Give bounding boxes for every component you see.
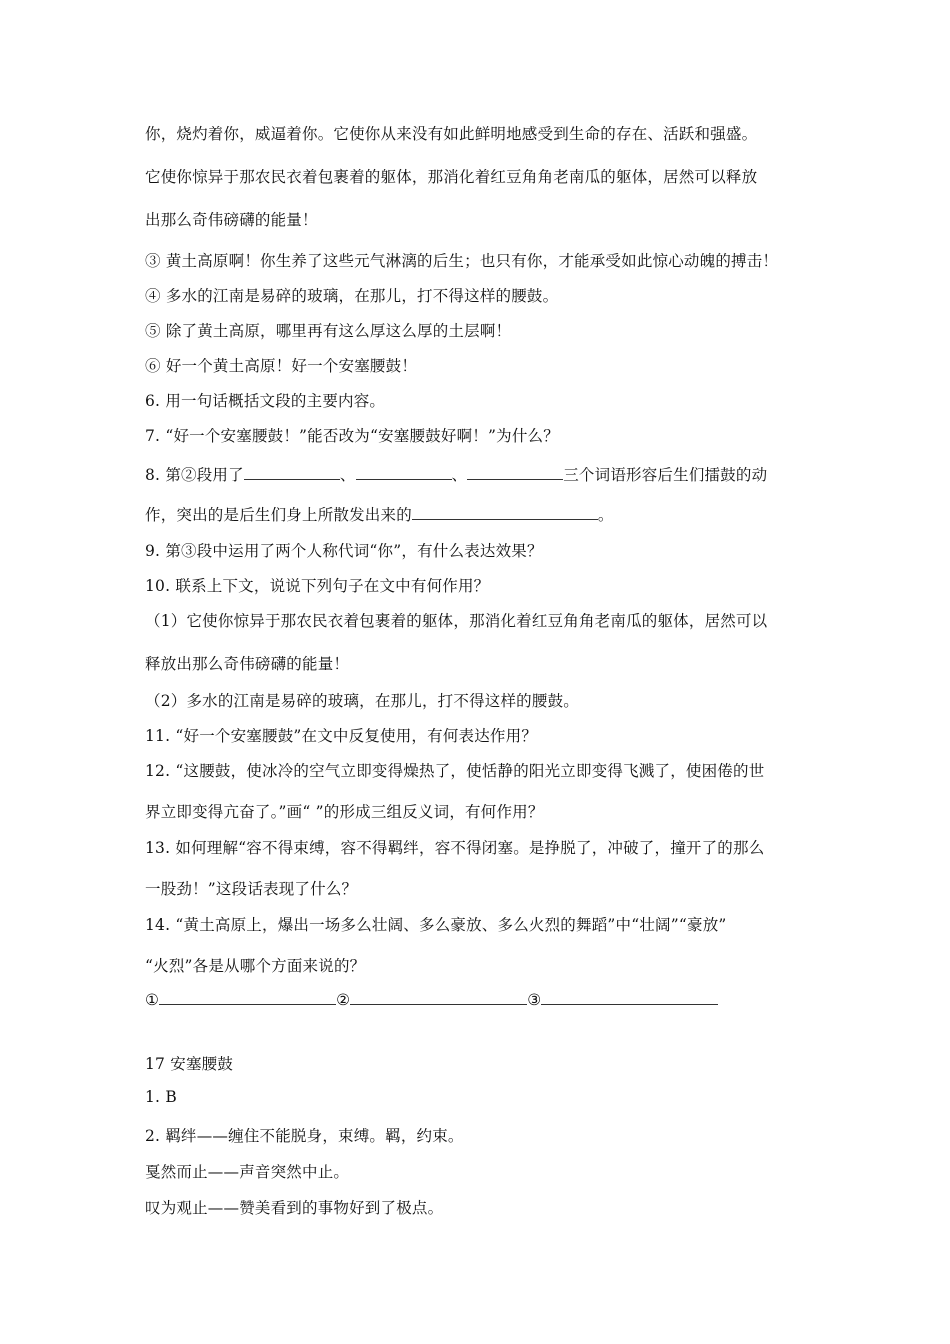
question-8-sep: 、: [339, 466, 356, 484]
question-12-cont: 界立即变得亢奋了。”画“ ”的形成三组反义词，有何作用？: [145, 803, 544, 821]
answer-2-item: 戛然而止——声音突然中止。: [145, 1163, 350, 1181]
answer-1: 1. B: [145, 1088, 177, 1106]
question-8-text: 作，突出的是后生们身上所散发出来的: [145, 506, 412, 524]
answer-section-title: 17 安塞腰鼓: [145, 1055, 234, 1073]
question-10-2: （2）多水的江南是易碎的玻璃，在那儿，打不得这样的腰鼓。: [145, 692, 579, 710]
question-8-cont: [145, 503, 614, 525]
question-8: [145, 463, 767, 485]
question-14-cont: “火烈”各是从哪个方面来说的？: [145, 957, 366, 975]
paragraph-4: ④ 多水的江南是易碎的玻璃，在那儿，打不得这样的腰鼓。: [145, 287, 559, 305]
answer-blank: [350, 990, 527, 1005]
paragraph-6: ⑥ 好一个黄土高原！好一个安塞腰鼓！: [145, 357, 418, 375]
answer-2: 2. 羁绊——缠住不能脱身，束缚。羁，约束。: [145, 1127, 464, 1145]
answer-label-1: ①: [145, 991, 160, 1009]
question-13-cont: 一股劲！”这段话表现了什么？: [145, 880, 358, 898]
answer-blank: [356, 465, 452, 480]
question-10: 10. 联系上下文，说说下列句子在文中有何作用？: [145, 577, 490, 595]
question-10-1-cont: 释放出那么奇伟磅礴的能量！: [145, 655, 350, 673]
question-8-text: 8. 第②段用了: [145, 466, 244, 484]
answer-label-2: ②: [336, 991, 351, 1009]
answer-label-3: ③: [527, 991, 542, 1009]
passage-line: 它使你惊异于那农民衣着包裹着的躯体，那消化着红豆角角老南瓜的躯体，居然可以释放: [145, 168, 758, 186]
paragraph-5: ⑤ 除了黄土高原，哪里再有这么厚这么厚的土层啊！: [145, 322, 512, 340]
question-13: 13. 如何理解“容不得束缚，容不得羁绊，容不得闭塞。是挣脱了，冲破了，撞开了的那么: [145, 839, 765, 857]
passage-line: 出那么奇伟磅礴的能量！: [145, 211, 318, 229]
answer-blank: [159, 990, 336, 1005]
answer-blank: [244, 465, 340, 480]
question-10-1: （1）它使你惊异于那农民衣着包裹着的躯体，那消化着红豆角角老南瓜的躯体，居然可以: [145, 612, 768, 630]
question-12: 12. “这腰鼓，使冰冷的空气立即变得燥热了，使恬静的阳光立即变得飞溅了，使困倦的世: [145, 762, 765, 780]
paragraph-3: ③ 黄土高原啊！你生养了这些元气淋漓的后生；也只有你，才能承受如此惊心动魄的搏击！: [145, 252, 779, 270]
question-7: 7. “好一个安塞腰鼓！”能否改为“安塞腰鼓好啊！”为什么？: [145, 427, 559, 445]
question-8-text: 三个词语形容后生们擂鼓的动: [563, 466, 768, 484]
answer-2-item: 叹为观止——赞美看到的事物好到了极点。: [145, 1199, 444, 1217]
question-14-answers: [145, 990, 718, 1009]
answer-blank: [412, 505, 598, 520]
passage-line: 你，烧灼着你，威逼着你。它使你从来没有如此鲜明地感受到生命的存在、活跃和强盛。: [145, 125, 758, 143]
question-14: 14. “黄土高原上，爆出一场多么壮阔、多么豪放、多么火烈的舞蹈”中“壮阔”“豪放”: [145, 916, 727, 934]
question-8-sep: 、: [451, 466, 468, 484]
question-6: 6. 用一句话概括文段的主要内容。: [145, 392, 386, 410]
question-9: 9. 第③段中运用了两个人称代词“你”，有什么表达效果？: [145, 542, 543, 560]
question-11: 11. “好一个安塞腰鼓”在文中反复使用，有何表达作用？: [145, 727, 538, 745]
answer-blank: [467, 465, 563, 480]
answer-blank: [541, 990, 718, 1005]
question-8-end: 。: [597, 506, 614, 524]
